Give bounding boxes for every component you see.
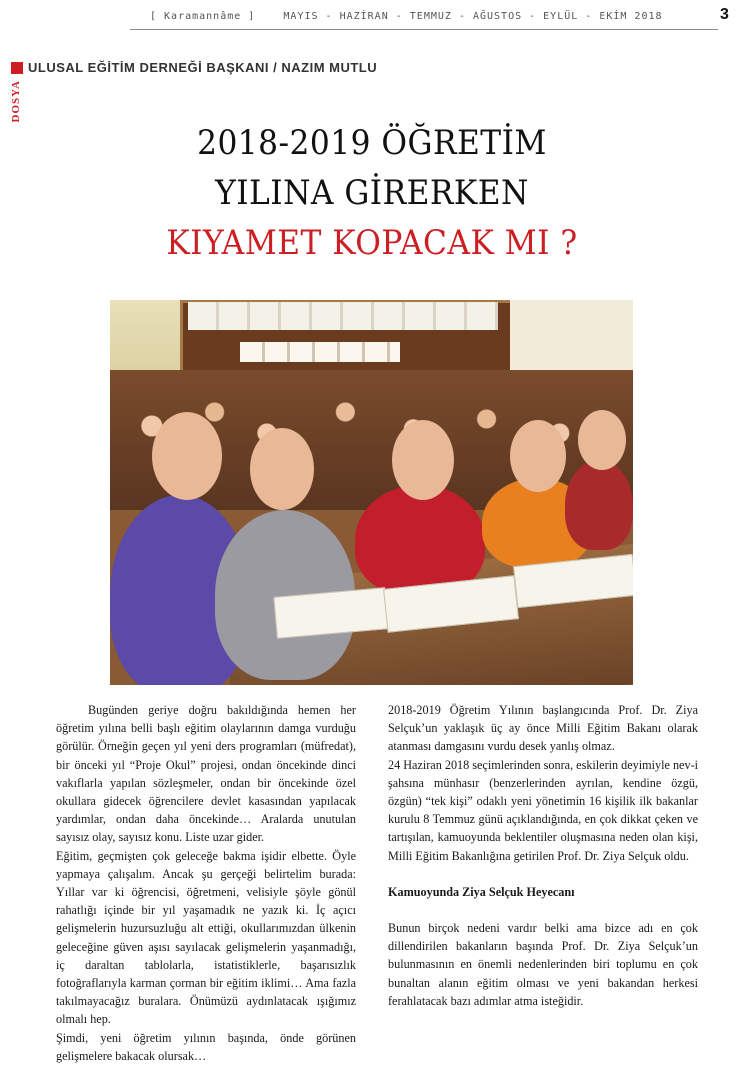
paragraph: Bugünden geriye doğru bakıldığında hemen her öğretim yılına belli başlı eğitim olaylarının damga vurduğu görülür. Örneğin geçen yıl yeni ders programları (müfredat), bir önceki yıl “Proje Okul” projesi, ondan öncekinde dinci vakıflarla yapılan sözleşmeler, ondan bir öncekinde özel okullara gidecek öğrencilere devlet kasasından yapılacak yardımlar, ondan daha öncekinde… Aralarda unutulan sayısız olay, sayısız konu. Liste uzar gider. — [56, 703, 356, 845]
photo-face-1 — [152, 412, 222, 500]
paragraph: 2018-2019 Öğretim Yılının başlangıcında Prof. Dr. Ziya Selçuk’un yaklaşık üç ay önce Milli Eğitim Bakanı olarak atanması damgasını vurdu desek yanlış olmaz. — [388, 703, 698, 754]
photo-student-red — [355, 485, 485, 595]
section-label: ULUSAL EĞİTİM DERNEĞİ BAŞKANI / NAZIM MUTLU — [28, 60, 378, 75]
paragraph: Eğitim, geçmişten çok geleceğe bakma işidir elbette. Öyle yapmaya çalışalım. Ancak şu gerçeği belirtelim burada: Yıllar var ki öğrencisi, öğretmeni, velisiyle şöyle gönül rahatlığı içinde bir yıl yaşamadık ne yazık ki. İç açıcı gelişmelerin huzursuzluğu alt ettiği, okullarımızdan ülkenin geleceğine güven aşısı sayılacak gelişmelerin yaşanmadığı, iç daraltan tablolarla, istatistiklerle, başarısızlık fotoğraflarıyla karman çorman bir eğitim iklimi… Ama fazla takılmayacağız buralara. Önümüzü aydınlatacak ışığımız olmalı hep. — [56, 848, 356, 1027]
photo-face-3 — [392, 420, 454, 500]
subheading: Kamuoyunda Ziya Selçuk Heyecanı — [388, 884, 575, 899]
paragraph: Bunun birçok nedeni vardır belki ama bizce adı en çok dillendirilen bakanların başında Prof. Dr. Ziya Selçuk’un bulunmasının en önemli nedenlerinden biri toplumu en çok bunaltan alanın eğitim olması ve yeni bakandan herkesi ferahlatacak bazı adımlar atma isteğidir. — [388, 921, 698, 1008]
photo-face-4 — [510, 420, 566, 492]
issue-months: MAYIS - HAZİRAN - TEMMUZ - AĞUSTOS - EYLÜL - EKİM 2018 — [283, 11, 663, 22]
magazine-name: [ Karamannâme ] — [150, 11, 256, 22]
running-header — [150, 11, 663, 22]
photo-papers — [188, 302, 498, 330]
page-number: 3 — [720, 6, 729, 23]
article-column-right — [388, 701, 698, 1010]
article-column-left — [56, 701, 356, 1065]
paragraph: 24 Haziran 2018 seçimlerinden sonra, eskilerin deyimiyle nev-i şahsına münhasır (benzerlerinden ayrılan, kendine özgü, özgün) “tek kişi” odaklı yeni yönetimin 16 kişilik ilk bakanlar kurulu 8 Temmuz günü açıklandığında, en çok dikkat çeken ve tartışılan, kamuoyunda beklentiler oluşmasına neden olan kişi, Milli Eğitim Bakanlığına getirilen Prof. Dr. Ziya Selçuk oldu. — [388, 757, 699, 863]
photo-face-5 — [578, 410, 626, 470]
photo-papers-lower — [240, 342, 400, 362]
classroom-photo — [110, 300, 633, 685]
section-marker — [11, 62, 23, 74]
title-line-3: KIYAMET KOPACAK MI ? — [166, 223, 578, 263]
paragraph: Şimdi, yeni öğretim yılının başında, önde görünen gelişmelere bakacak olursak… — [56, 1030, 356, 1063]
photo-face-2 — [250, 428, 314, 510]
photo-student-right — [565, 460, 633, 550]
side-tag: DOSYA — [10, 80, 22, 123]
title-line-1: 2018-2019 ÖĞRETİM — [197, 123, 547, 163]
article-title — [100, 118, 644, 268]
title-line-2: YILINA GİRERKEN — [215, 173, 529, 213]
